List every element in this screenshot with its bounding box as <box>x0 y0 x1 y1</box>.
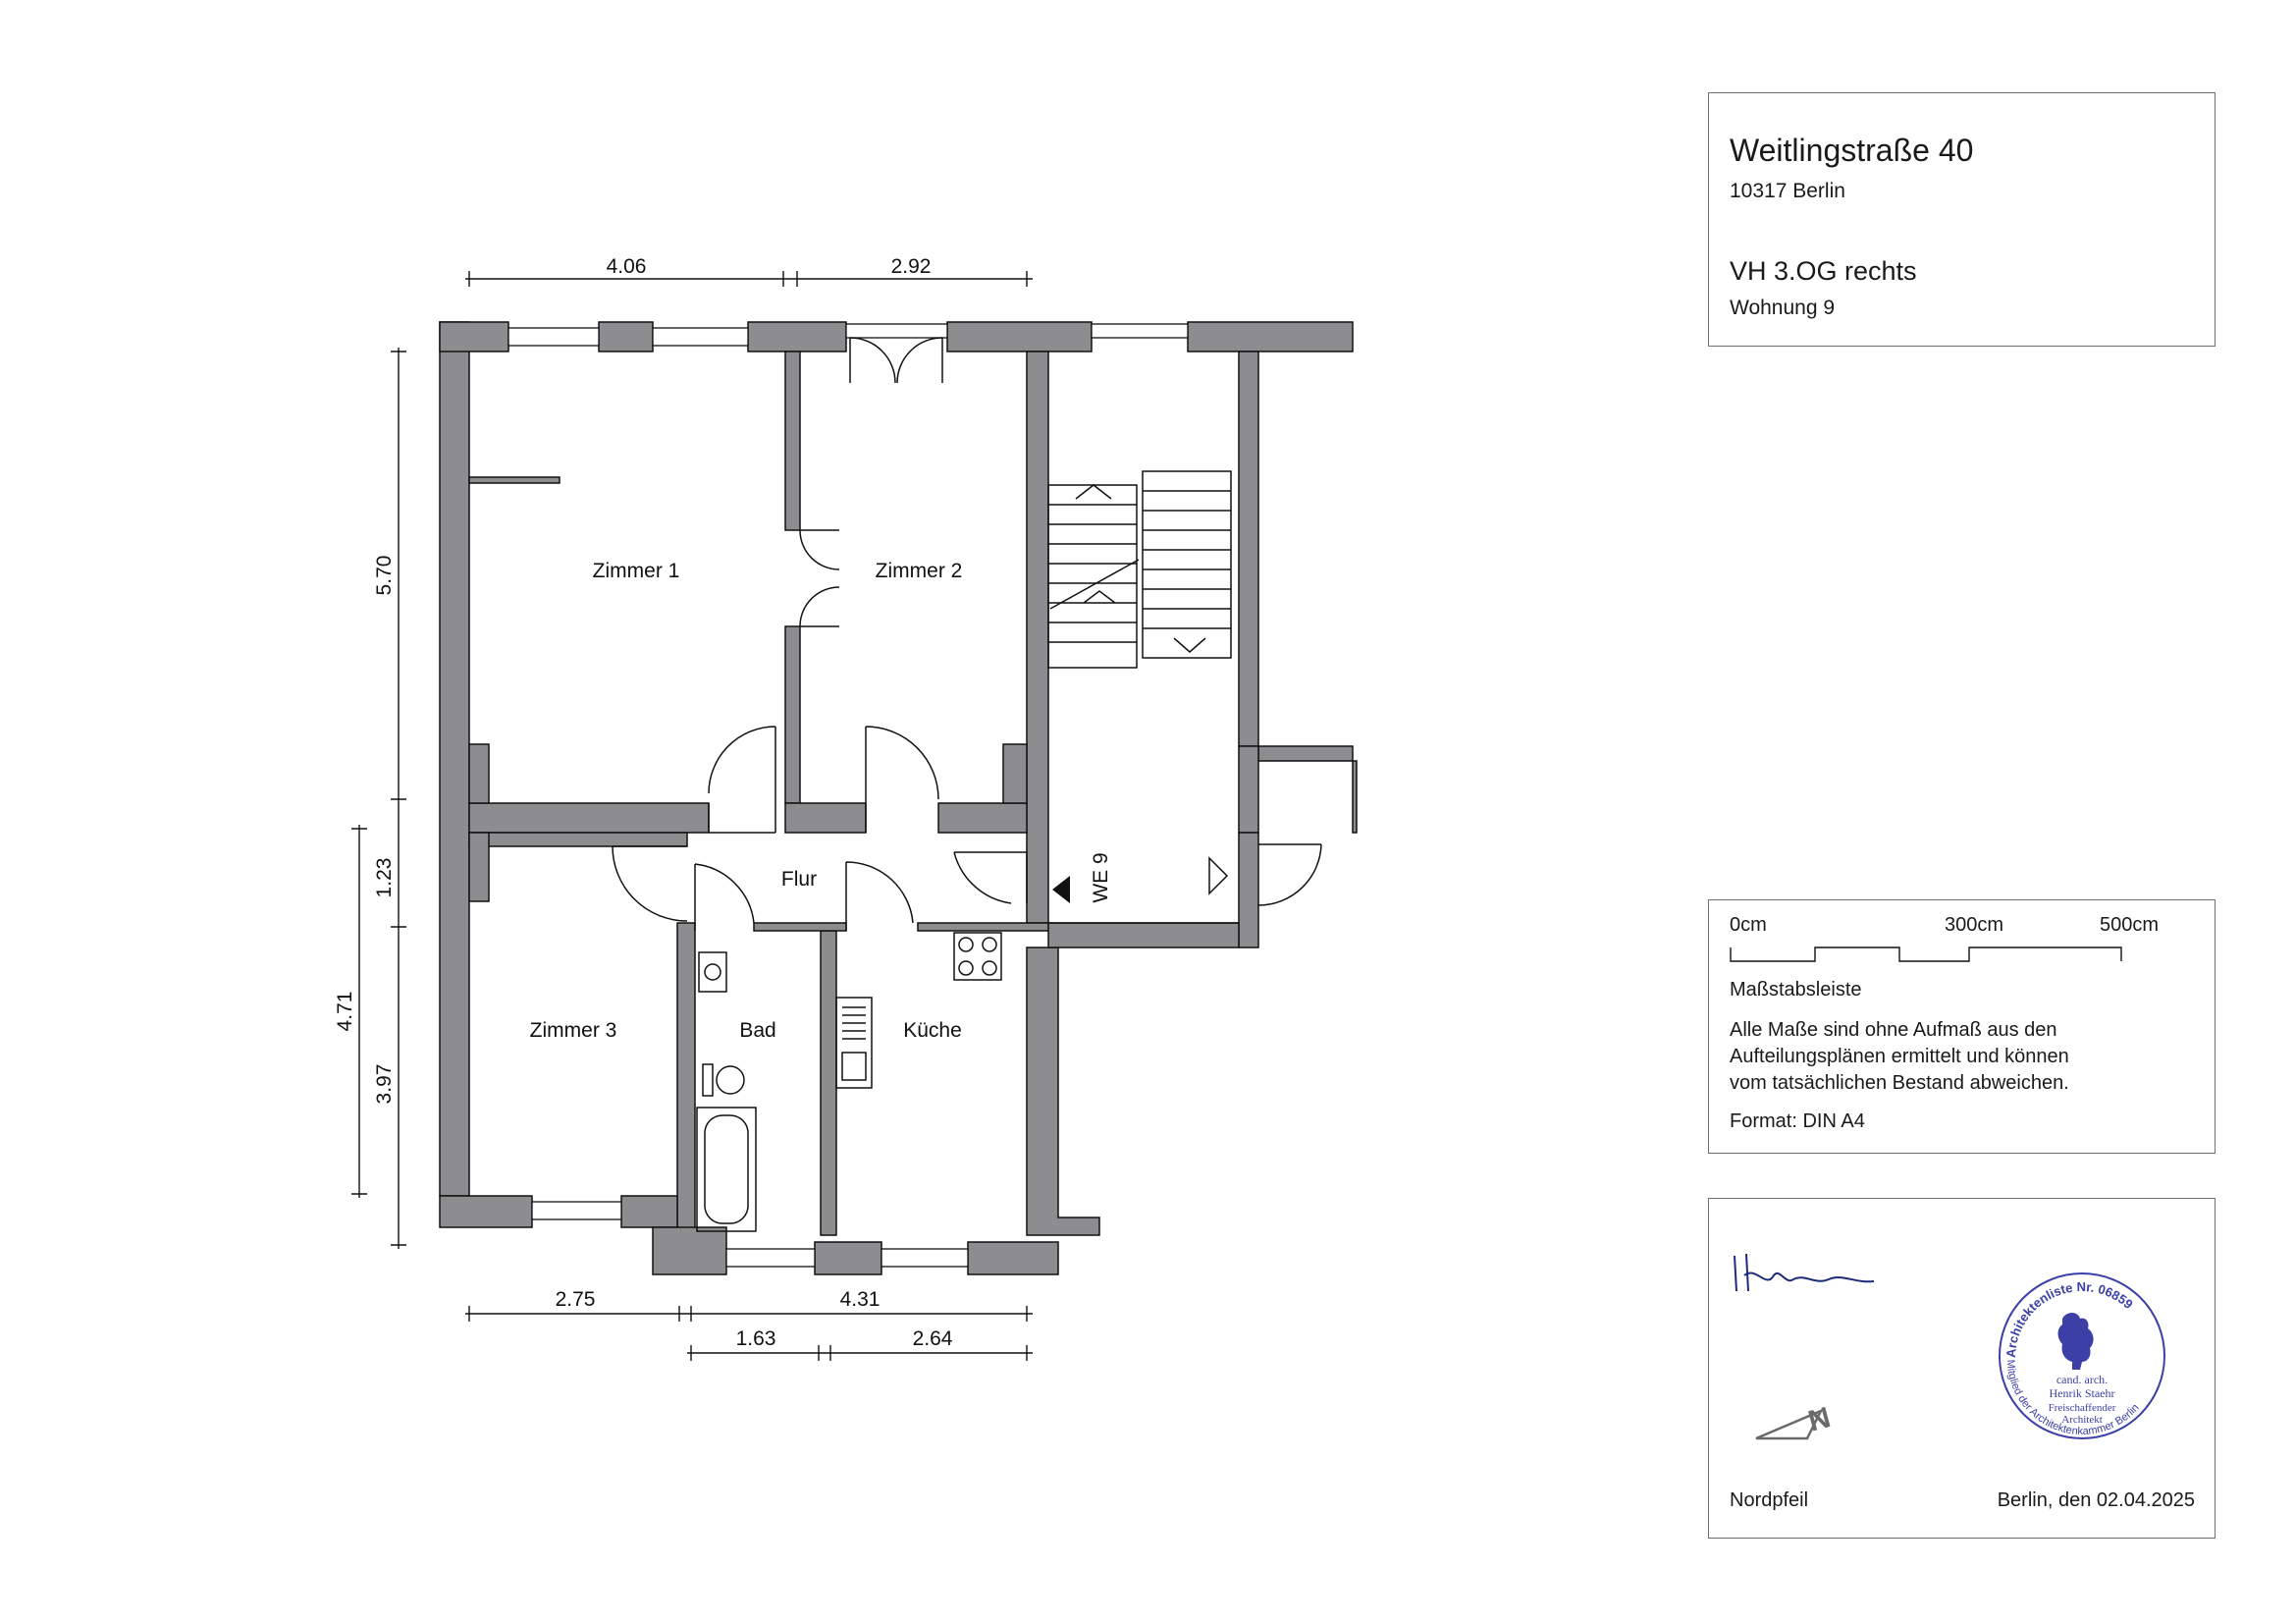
outer-wall-top-3 <box>748 322 846 352</box>
date-line: Berlin, den 02.04.2025 <box>1997 1489 2195 1511</box>
label-bad: Bad <box>739 1019 776 1042</box>
fixtures <box>697 933 1001 1231</box>
dim-top-right: 2.92 <box>890 255 932 278</box>
architect-stamp <box>1994 1268 2170 1444</box>
street-address: Weitlingstraße 40 <box>1730 133 1974 168</box>
scale-bar <box>1709 900 2215 969</box>
stamp-line-3: Freischaffender <box>2048 1402 2116 1414</box>
door-z2-flur <box>866 727 938 833</box>
dim-top-left: 4.06 <box>606 255 647 278</box>
scale-tick-500: 500cm <box>2100 914 2160 936</box>
dim-left-total: 4.71 <box>334 991 356 1032</box>
format-note: Format: DIN A4 <box>1730 1110 1865 1132</box>
wall-z1-z2-lower <box>785 626 800 803</box>
door-kueche <box>846 862 913 931</box>
wall-flur-bottom <box>754 923 846 931</box>
label-zimmer1: Zimmer 1 <box>592 560 680 582</box>
door-entrance <box>954 852 1027 903</box>
bad-bathtub-inner <box>705 1115 748 1223</box>
windows <box>508 324 1188 1267</box>
window-bad <box>726 1249 815 1267</box>
window-kueche <box>881 1249 968 1267</box>
doors <box>613 338 1321 931</box>
apartment-number: Wohnung 9 <box>1730 297 1836 319</box>
dim-bottom-bad: 1.63 <box>735 1327 776 1350</box>
wall-kitchen-right <box>1027 947 1099 1235</box>
scale-block <box>1708 899 2216 1154</box>
title-block <box>1708 92 2216 347</box>
wall-z2-bottom-b <box>938 803 1027 833</box>
north-label: Nordpfeil <box>1730 1489 1809 1511</box>
stair-right-flight <box>1143 471 1231 658</box>
window-z3 <box>532 1202 621 1219</box>
note-line-2: Aufteilungsplänen ermittelt und können <box>1730 1046 2069 1067</box>
wall-stair-right <box>1239 352 1258 746</box>
dim-bottom-left: 2.75 <box>555 1288 596 1311</box>
wall-z2-bottom-a <box>785 803 866 833</box>
wall-notch-left-1 <box>469 744 489 803</box>
stamp-line-2: Henrik Staehr <box>2049 1386 2115 1400</box>
bad-toilet-tank <box>703 1064 713 1096</box>
window-z1-a <box>508 328 599 346</box>
label-zimmer2: Zimmer 2 <box>875 560 963 582</box>
label-zimmer3: Zimmer 3 <box>529 1019 617 1042</box>
outer-wall-top-1 <box>440 322 508 352</box>
outer-wall-bottom-5 <box>968 1242 1058 1274</box>
outer-wall-bottom-1 <box>440 1196 532 1227</box>
scale-tick-0: 0cm <box>1730 914 1767 936</box>
wall-z2-notch <box>1003 744 1027 803</box>
wall-stair-bottom-right <box>1239 833 1258 947</box>
note-line-3: vom tatsächlichen Bestand abweichen. <box>1730 1072 2069 1094</box>
bad-sink <box>699 952 726 992</box>
kitchen-drain-board <box>842 1007 866 1039</box>
stamp-block <box>1708 1198 2216 1539</box>
wall-stair-bottom <box>1048 923 1239 947</box>
staircase <box>1048 471 1231 668</box>
outer-wall-bottom-2 <box>621 1196 677 1227</box>
stamp-ring-bottom: Mitglied der Architektenkammer Berlin <box>2003 1359 2142 1438</box>
outer-wall-top-5 <box>1188 322 1353 352</box>
outer-wall-bottom-4 <box>815 1242 881 1274</box>
bad-sink-bowl <box>705 964 721 980</box>
kitchen-sink-bowl <box>842 1053 866 1080</box>
stove-burner-3 <box>959 961 973 975</box>
entrance-arrow-left <box>1052 876 1070 903</box>
outer-wall-bottom-3 <box>653 1227 726 1274</box>
stove-burner-1 <box>959 938 973 951</box>
wall-z2-stair <box>1027 352 1048 923</box>
stair-treads <box>1048 485 1231 652</box>
dim-bottom-kitchen: 2.64 <box>912 1327 953 1350</box>
door-z1-flur <box>709 727 775 833</box>
note-line-1: Alle Maße sind ohne Aufmaß aus den <box>1730 1019 2057 1041</box>
city: 10317 Berlin <box>1730 180 1845 202</box>
north-letter: N <box>1804 1401 1835 1438</box>
stamp-line-1: cand. arch. <box>2056 1373 2109 1386</box>
berlin-bear-icon <box>2058 1313 2094 1370</box>
door-right <box>1258 844 1321 905</box>
door-z1-z2 <box>800 530 839 626</box>
outer-wall-top-2 <box>599 322 653 352</box>
dim-left-mid: 1.23 <box>373 857 396 898</box>
outer-wall-left <box>440 322 469 1196</box>
entrance-arrow-right <box>1209 858 1227 893</box>
walls <box>440 322 1357 1274</box>
label-flur: Flur <box>780 868 818 891</box>
window-z2 <box>846 324 947 338</box>
bad-toilet <box>717 1066 744 1094</box>
stove-burner-2 <box>983 938 996 951</box>
wall-z3-right <box>677 923 695 1235</box>
wall-bad-kueche <box>821 931 836 1235</box>
scale-tick-300: 300cm <box>1945 914 2004 936</box>
north-arrow-icon <box>1752 1395 1841 1454</box>
dim-bottom-right: 4.31 <box>839 1288 881 1311</box>
label-kueche: Küche <box>903 1019 962 1042</box>
dim-left-lower: 3.97 <box>373 1063 396 1105</box>
wall-z3-top <box>469 833 687 846</box>
window-z1-b <box>653 328 748 346</box>
signature <box>1727 1246 1884 1305</box>
wall-z1-bottom <box>469 803 709 833</box>
door-z2-balcony <box>850 338 942 383</box>
wall-z1-z2-upper <box>785 352 800 530</box>
unit-location: VH 3.OG rechts <box>1730 256 1917 286</box>
stair-left-flight <box>1048 485 1137 668</box>
outer-wall-right-top <box>1258 746 1353 761</box>
door-bad <box>695 864 754 931</box>
stamp-line-4: Architekt <box>2061 1414 2103 1426</box>
wall-stub-z1 <box>469 477 560 483</box>
outer-wall-top-4 <box>947 322 1092 352</box>
outer-wall-right-seg <box>1239 746 1258 833</box>
label-we9: WE 9 <box>1090 852 1112 903</box>
stove-burner-4 <box>983 961 996 975</box>
stamp-ring-top: Architektenliste Nr. 06859 <box>2002 1278 2136 1359</box>
door-z3-flur <box>613 846 687 921</box>
wall-notch-left-2 <box>469 833 489 901</box>
window-stair <box>1092 324 1188 338</box>
wall-flur-bottom-b <box>918 923 1048 931</box>
dim-left-upper: 5.70 <box>373 555 396 596</box>
outer-wall-right-seg2 <box>1353 761 1357 833</box>
scale-caption: Maßstabsleiste <box>1730 979 1862 1001</box>
